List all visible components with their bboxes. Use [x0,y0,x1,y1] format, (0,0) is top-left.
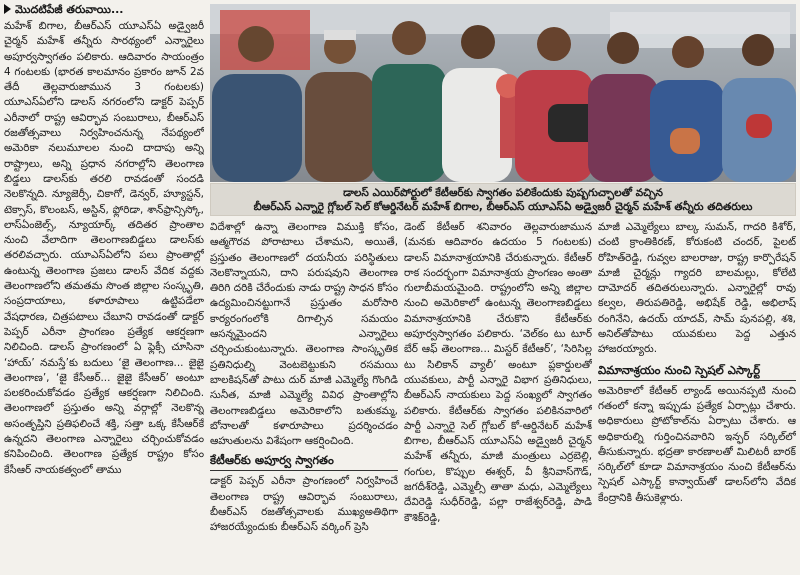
continued-kicker [4,2,204,18]
article-column-2 [210,220,398,572]
kicker-text: మొదటిపేజీ తరువాయి... [15,3,124,16]
left-column [4,2,204,572]
airport-photo-illustration [210,4,796,182]
column2-para1: విదేశాల్లో ఉన్నా తెలంగాణ విముక్తి కోసం, ఆత్మగౌరవ పోరాటాలు చేశామని, అయితే, ప్రస్తుతం తెలంగాణలో దయనీయ పరిస్థితులు నెలకొన్నాయని, దాని పరుషవుని తెలంగాణ తిరిగి దరికి చేరేందుకు నాడు రాష్ట్ర సాధన కోసం ఉద్యమించినట్టుగానే ప్రస్తుతం మరోసారి కార్యరంగంలోకి దిగాల్సిన సమయం ఆసన్నమైందని ఎన్నారైలు చర్చించుకుంటున్నారు. తెలంగాణ సాంస్కృతిక ప్రతినిధుల్ని వెంటబెట్టుకుని రసమయి బాలకిషన్‌తో పాటు దుర్ మాజీ ఎమ్మెల్యే గొంగిడి సునీత, మాజీ ఎమ్మెల్యే వివిధ ప్రాంతాల్లోని తెలంగాణబిడ్డలు అమెరికాలోని బతుకమ్మ, బోనాలతో కళారూపాలు ప్రదర్శించడం ఆహుతులను విశేషంగా ఆకర్షించింది. [210,221,398,448]
article-column-4 [598,220,796,572]
column4-para1: మాజీ ఎమ్మెల్యేలు బాల్క సుమన్, గాదరి కిశోర్, చంటి క్రాంతికిరణ్, కోరుకంటి చందర్, పైలట్ రోహిత్‌రెడ్డి, గువ్వల బాలరాజు, రాష్ట్ర కార్పొరేషన్ మాజీ చైర్మన్లు గ్యాదరి బాలమల్లు, కోలేటి దామోదర్ తదితరులున్నారు. ఎన్నారైల్లో రావు కల్వల, తిరుపతిరెడ్డి, అభిషేక్ రెడ్డి, అభిలాష్ రంగినేని, ఉదయ్ యాదవ్, సామ్ పునపల్లి, శశి, అనిల్‌తోపాటు యువకులు పెద్ద ఎత్తున హాజరయ్యారు. [598,221,796,356]
caption-text: డాలస్ ఎయిర్‌పోర్టులో కేటీఆర్‌కు స్వాగతం పలికేందుకు పుష్పగుచ్ఛాలతో వచ్చిన బీఆర్ఎస్ ఎన్నారై గ్లోబల్ సెల్ కోఆర్డినేటర్ మహేశ్ బిగాల, బీఆర్ఎస్ యూఎస్ఏ అడ్వైజరీ చైర్మన్ మహేశ్ తన్నీరు తదితరులు [253,187,753,213]
subheading-special-escort: విమానాశ్రయం నుంచి స్పెషల్ ఎస్కార్ట్ [598,362,796,381]
column3-body: డెంట్ కేటీఆర్ శనివారం తెల్లవారుజామున (మనకు ఆదివారం ఉదయం 5 గంటలకు) డాలస్ విమానాశ్రయానికి చేరుకున్నారు. కేటీఆర్ రాక సందర్భంగా విమానాశ్రయ ప్రాంగణం అంతా గులాబీమయమైంది. రాష్ట్రంలోని అన్ని జిల్లాల నుంచి అమెరికాలో ఉంటున్న తెలంగాణబిడ్డలు విమానాశ్రయానికి చేరుకొని కేటీఆర్‌కు అపూర్వస్వాగతం పలికారు. ‘వెల్‌కం టు టూర్ బేర్ ఆఫ్ తెలంగాణ... మిస్టర్ కేటీఆర్’, ‘సిరిసిల్ల టు సిలికాన్ వ్యాలీ’ అంటూ ప్లకార్డులతో యువకులు, పార్టీ ఎన్నారై విభాగ ప్రతినిధులు, బీఆర్ఎస్ నాయకులు పెద్ద సంఖ్యలో స్వాగతం పలికారు. కేటీఆర్‌కు స్వాగతం పలికినవారిలో పార్టీ ఎన్నారై సెల్ గ్లోబల్ కో-ఆర్డినేటర్ మహేశ్ బిగాల, బీఆర్ఎస్ యూఎస్ఏ అడ్వైజరీ చైర్మన్ మహేశ్ తన్నీరు, మాజీ మంత్రులు ఎర్రబెల్లి, గంగుల, కొప్పుల ఈశ్వర్, వీ శ్రీనివాస్‌గౌడ్, జగదీశ్‌రెడ్డి, ఎమ్మెల్సీ తాతా మధు, ఎమ్మెల్యేలు దేవిరెడ్డి సుధీర్‌రెడ్డి, పల్లా రాజేశ్వర్‌రెడ్డి, పాడి కౌశిక్‌రెడ్డి, [404,221,592,524]
left-column-body: మహేశ్ బిగాల, బీఆర్ఎస్ యూఎస్ఏ అడ్వైజరీ చైర్మన్ మహేశ్ తన్నీరు సారథ్యంలో ఎన్నారైలు అపూర్వస్వాగతం పలికారు. ఆదివారం సాయంత్రం 4 గంటలకు (భారత కాలమానం ప్రకారం జూన్ 2వ తేదీ తెల్లవారుజామున 3 గంటలకు) యూఎస్ఏలోని డాలస్ నగరంలోని డాక్టర్ పెప్పర్ ఎరీనాలో రాష్ట్ర ఆవిర్భావ సంబురాలు, బీఆర్ఎస్ రజతోత్సవాలు నిర్వహించనున్న నేపథ్యంలో అమెరికా నలుమూలల నుంచి దాదాపు అన్ని రాష్ట్రాలు, అన్ని ప్రధాన నగరాల్లోని తెలంగాణ బిడ్డలు డాలస్‌కు తరలి రావడంతో సందడి నెలకొన్నది. న్యూజెర్సీ, చికాగో, డెన్వర్, హ్యూస్టన్, టెక్సాస్, కొలంబస్, అస్టిన్, ఫ్లోరిడా, శాన్‌ఫ్రాన్సిస్కో, లాస్‌ఏంజెల్స్, న్యూయార్క్ తదితర ప్రాంతాల నుంచి వేలాదిగా తెలంగాణబిడ్డలు డాలస్‌కు తరలివచ్చారు. యూఎస్ఏలోని పలు ప్రాంతాల్లో ఉంటున్న తెలంగాణ ప్రజలు డాలస్ వేదిక వద్దకు తెలంగాణలోని తమతమ సొంత జిల్లాల సంస్కృతి, సంప్రదాయాలు, కళారూపాలు ఉట్టిపడేలా వేషధారణ, చిత్రపటాలు చేబూని రావడంతో డాక్టర్ పెప్పర్ ఎరీనా ప్రాంగణం ప్రత్యేక ఆకర్షణగా నిలిచింది. డాలస్ ప్రాంగణంలో ఏ ఫ్లెక్సీ చూసినా ‘హాయ్’ నమస్తే’కు బదులు ‘జై తెలంగాణ... జైజై తెలంగాణ’, ‘జై కేసీఆర్... జైజై కేసీఆర్’ అంటూ పలకరించుకోవడం ప్రత్యేక ఆకర్షణగా నిలిచింది. తెలంగాణలో ప్రస్తుతం అన్ని వర్గాల్లో నెలకొన్న అసంతృప్తిని ప్రతిఫలించే శక్తి, సత్తా ఒక్క కేసీఆర్‌కే ఉన్నదని తెలంగాణ ఎన్నారైలు చర్చించుకోవడం కనిపించింది. తెలంగాణ ప్రత్యేక రాష్ట్రం కోసం కేసీఆర్ నాయకత్వంలో తాము [4,20,204,476]
welcome-photo [210,4,796,182]
column2-para2: డాక్టర్ పెప్పర్ ఎరీనా ప్రాంగణంలో నిర్వహించే తెలంగాణ రాష్ట్ర ఆవిర్భావ సంబురాలు, బీఆర్ఎస్ రజతోత్సవాలకు ముఖ్యఅతిథిగా హాజరయ్యేందుకు బీఆర్ఎస్ వర్కింగ్ ప్రెసి [210,475,398,534]
triangle-bullet-icon [4,4,11,14]
photo-caption [210,183,796,216]
subheading-ktr-welcome: కేటీఆర్‌కు అపూర్వ స్వాగతం [210,452,398,471]
article-column-3 [404,220,592,572]
column4-para2: అమెరికాలో కేటీఆర్ ల్యాండ్ అయినప్పటి నుంచి గతంలో కన్నా ఇప్పుడు ప్రత్యేక ఏర్పాట్లు చేశారు. అధికారులు ప్రోటోకాల్‌ను ఏర్పాటు చేశారు. ఆ అధికారుల్ని గుర్తించినవారిని ఇన్ఫర్ సర్కిల్‌లో తీసుకున్నారు. భద్రతా కారణాలతో మిలిటరీ బారక్ సర్కిల్‌లో కూడా విమానాశ్రయం నుంచి కేటీఆర్‌ను స్పెషల్ ఎస్కార్ట్ కాన్వాయ్‌తో డాలస్‌లోని వేదిక కేంద్రానికి తీసుకెళ్లారు. [598,384,796,504]
